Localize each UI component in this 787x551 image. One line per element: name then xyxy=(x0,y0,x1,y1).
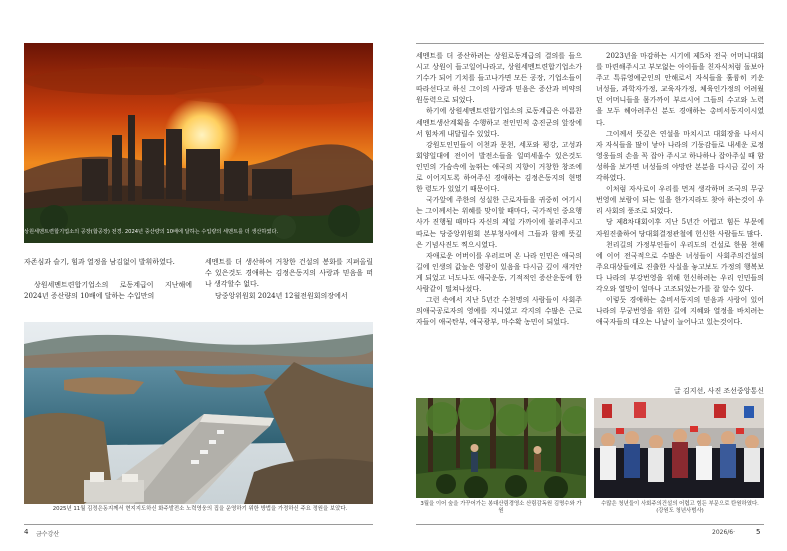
right-col1-para-6: 그런 속에서 지난 5년간 수천명의 사람들이 사회주의애국공로자의 영예를 지니였고 각지의 수많은 근로자들이 애국탄부, 애국광부, 마수확 농민이 되었다. xyxy=(416,296,582,327)
left-body-text-4: 당중앙위원회 2024년 12월전원회의장에서 xyxy=(215,292,348,300)
left-footer-title: 금수강산 xyxy=(36,531,60,538)
right-column-2 xyxy=(596,51,764,328)
left-body-text-2: 상원세멘트련합기업소의 로동계급이 지난해에 2024년 증산량의 10배에 달하는 수입만의 xyxy=(24,281,192,301)
left-footer-rule xyxy=(24,524,373,525)
right-col2-para-3: 이처럼 자사로이 우리를 먼저 생각하며 조국의 무궁번영에 보람이 되는 일을 한가지라도 찾아 하는것이 우리 사회의 풍조로 되였다. xyxy=(596,185,764,216)
photo-cement-plant-sunset xyxy=(24,43,373,243)
right-col2-para-2: 그이께서 뜻깊은 연설을 마치시고 대회장을 나서시자 자식들을 많이 낳아 나라의 기둥감들로 내세운 로정영웅들의 손을 꼭 잡아 주시고 하나하나 잡아주실 때 함성하을 보가면 녀성들의 야망란 본분을 다시금 깊이 자각하였다. xyxy=(596,129,764,183)
right-col2-para-1: 2023년을 마감하는 시기에 제5차 전국 어머니대회를 마련해주시고 부모없는 아이들을 친자식처럼 돌보아주고 특류영예군인의 안해로서 자식들을 훌륭히 키운 녀성들, 과학자가정, 교육자가정, 체육인가정의 어려웠던 어머니들을 몸가까이 부르시여 그들의 수고와 노력을 모두 헤아려주신 분도 경애하는 총비서동지이시였다. xyxy=(596,52,764,127)
photo-cement-plant-caption: 상원세멘트련합기업소의 공장(합공장) 전경. 2024년 중산량의 10배에 달하는 수입량의 세멘트를 더 생산하였다. xyxy=(24,229,279,235)
right-col2-para-6: 이렇듯 경애하는 총비서동지의 믿음과 사랑이 있어 나라의 무궁번영을 위한 길에 지혜와 열정을 바치려는 애국자들의 대오는 나날이 늘어나고 있는것이다. xyxy=(596,296,764,327)
photo-forest-caption: 3월을 이어 숲을 가꾸어가는 봉대산림경영소 산림감독원 김명수와 가원 xyxy=(420,501,582,514)
left-body-text-1: 자존심과 슬기, 힘과 열정을 남김없이 발휘하였다. xyxy=(24,258,175,266)
right-column-1 xyxy=(416,51,582,328)
photo-crowd-youth xyxy=(594,398,764,498)
right-page-number: 5 xyxy=(756,528,761,536)
right-footer-rule xyxy=(416,524,764,525)
right-col1-para-1: 세멘트를 더 증산하려는 상원로동계급의 결의를 들으시고 상원이 들고일어나라고, 상원세멘트련합기업소가 기수가 되어 기치를 들고나가면 모든 공장, 기업소들이 따라선다고 하신 그이의 사랑과 믿음은 증산과 비약의 원동력으로 되었다. xyxy=(416,52,582,105)
photo-dam-caption: 2025년 11월 김정은동지께서 현지지도하신 화주발전소 노력영웅의 집을 운영하기 위한 방법을 가정하신 주요 정원을 보았다. xyxy=(52,506,348,512)
right-col1-para-2: 하기에 상원세멘트련합기업소의 로동계급은 아름찬 세멘트생산계획을 수행하고 전인민적 총진군의 앞장에서 힘차게 내달릴수 있었다. xyxy=(416,107,582,138)
right-col1-para-5: 자애로운 어버이를 우러르며 온 나라 인민은 애국의 길에 인생의 값높은 영광이 있음을 다시금 깊이 새겨안게 되었고 너도나도 애국운동, 기적적인 증산운동에 한사람같이 떨쳐나섰다. xyxy=(416,251,582,293)
forest-workers-image xyxy=(416,398,586,498)
right-col2-para-5: 천리길의 가정부인들이 우리도의 건설로 한몸 천해에 이어 전국적으로 수많은 녀성들이 사회주의건설의 주요대상들에로 진출한 사실을 놓고보도 가정의 행복보다 나라의 부강번영을 위해 헌신하려는 우리 인민들의 각오와 열망이 얼마나 고조되었는가를 잘 알수 있다. xyxy=(596,240,764,293)
dam-reservoir-image xyxy=(24,322,373,504)
right-col1-para-4: 국가앞에 주한의 성실한 근로자들을 귀중히 여기시는 그이께서는 위혜를 맞이할 때마다, 국가적인 중요행사가 진행될 때마다 자신의 제일 가까이에 불러주시고 따로는 당중앙위원회 본부청사에서 그들과 함께 뜻깊은 기념사진도 찍으시였다. xyxy=(416,196,582,249)
left-page-number: 4 xyxy=(24,528,29,536)
cement-plant-sunset-image xyxy=(24,43,373,243)
right-col2-para-4: 당 제8차대회이후 지난 5년간 어렵고 힘든 부문에 자원진출하여 당대회결정관철에 헌신한 사람들도 많다. xyxy=(596,218,764,238)
right-top-rule xyxy=(416,43,764,44)
left-body-text-3: 세멘트를 더 생산하여 거창한 건설의 봉화를 지펴올릴수 있은것도 경애하는 김정은동지의 사랑과 믿음을 떠나 생각할수 없다. xyxy=(205,258,373,289)
photo-dam-reservoir xyxy=(24,322,373,504)
crowd-youth-image xyxy=(594,398,764,498)
byline: 글 김지선, 사진 조선중앙통신 xyxy=(673,387,764,395)
photo-crowd-caption: 수많은 청년들이 사회주의건설의 어렵고 힘든 부문으로 탄원하였다. (강원도 청년사범사) xyxy=(601,501,759,514)
right-col1-para-3: 강원도인민들이 이천과 문천, 세포와 평강, 고성과 회양일대에 전이어 발전소들을 일떠세울수 있은것도 인민의 가슴속에 높뛰는 애국의 지향이 거창한 창조에로 이어지도록 하여주신 경애하는 김정은동지의 현명한 령도가 있었기 때문이다. xyxy=(416,140,582,194)
right-footer-date: 2026/6· xyxy=(712,529,736,536)
photo-forest-workers xyxy=(416,398,586,498)
